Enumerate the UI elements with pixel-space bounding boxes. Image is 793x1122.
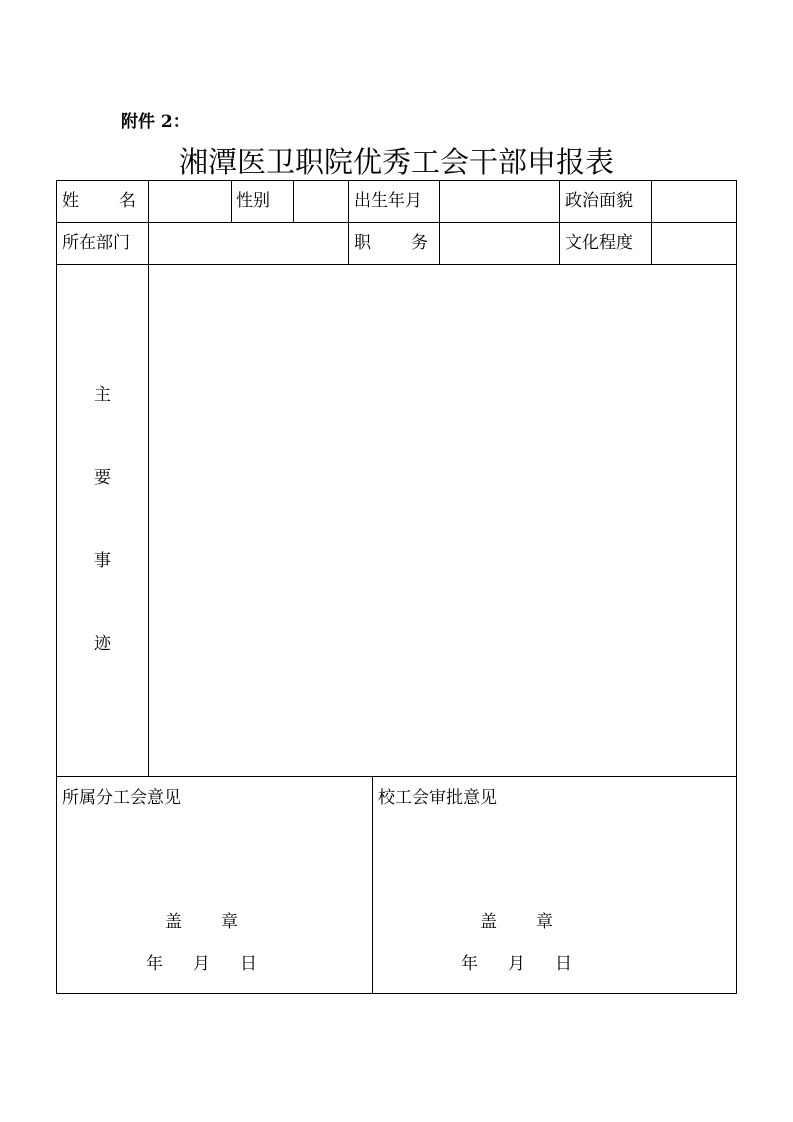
row1-bottom-border — [56, 222, 737, 223]
divider-politics-left — [559, 180, 560, 265]
branch-seal-char-1: 盖 — [165, 912, 182, 932]
deeds-bottom-border — [56, 776, 737, 777]
position-label — [354, 235, 428, 252]
table-top-border — [56, 180, 737, 181]
school-seal-char-1: 盖 — [480, 912, 497, 932]
row1-divider-gender-left — [231, 180, 232, 223]
school-union-approval-label: 校工会审批意见 — [378, 788, 497, 808]
name-label — [62, 193, 136, 210]
row2-bottom-border — [56, 264, 737, 265]
label-column-divider — [148, 180, 149, 777]
divider-politics-right — [651, 180, 652, 265]
row1-divider-gender-right — [293, 180, 294, 223]
divider-birth-left — [348, 180, 349, 265]
branch-seal-char-2: 章 — [221, 912, 238, 932]
gender-label: 性别 — [236, 191, 270, 211]
deeds-label-char-1: 主 — [94, 385, 111, 405]
branch-year-label: 年 — [146, 954, 163, 974]
education-label: 文化程度 — [565, 233, 633, 253]
political-status-label: 政治面貌 — [565, 191, 633, 211]
deeds-label-char-2: 要 — [94, 468, 111, 488]
opinions-divider — [372, 776, 373, 994]
table-right-border — [736, 180, 737, 994]
deeds-label-char-4: 迹 — [94, 634, 111, 654]
school-seal-char-2: 章 — [536, 912, 553, 932]
table-bottom-border — [56, 993, 737, 994]
branch-day-label: 日 — [240, 954, 257, 974]
branch-month-label: 月 — [193, 954, 210, 974]
branch-union-opinion-label: 所属分工会意见 — [62, 788, 181, 808]
name-label-char-1: 姓 — [62, 191, 79, 211]
birth-date-label: 出生年月 — [354, 191, 422, 211]
school-month-label: 月 — [508, 954, 525, 974]
divider-birth-right — [439, 180, 440, 265]
form-title: 湘潭医卫职院优秀工会干部申报表 — [178, 145, 614, 179]
name-label-char-2: 名 — [119, 191, 136, 211]
school-day-label: 日 — [555, 954, 572, 974]
attachment-label: 附件 2： — [121, 112, 190, 132]
department-label: 所在部门 — [62, 233, 130, 253]
school-year-label: 年 — [461, 954, 478, 974]
deeds-label-char-3: 事 — [94, 551, 111, 571]
position-label-char-1: 职 — [354, 233, 371, 253]
position-label-char-2: 务 — [411, 233, 428, 253]
table-left-border — [56, 180, 57, 994]
